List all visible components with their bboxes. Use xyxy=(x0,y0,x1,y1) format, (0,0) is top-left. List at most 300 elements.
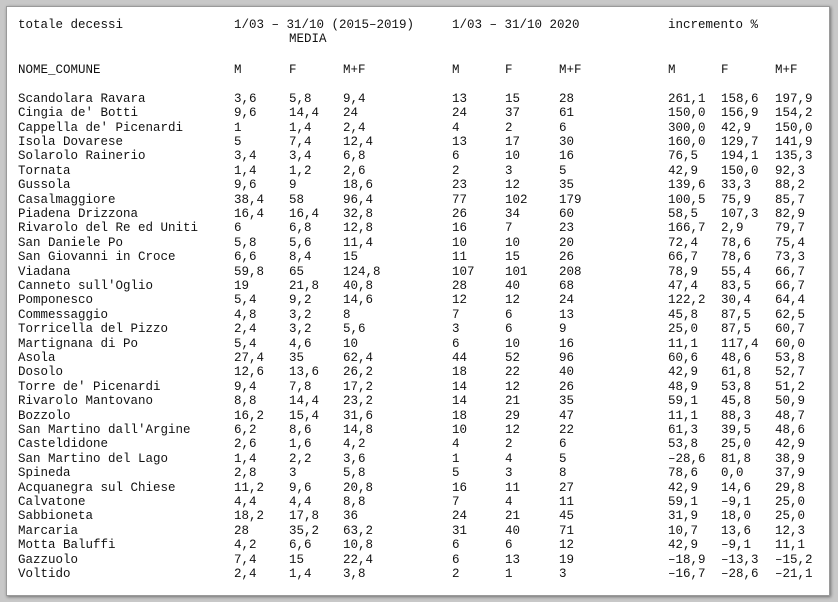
value-cell: 28 xyxy=(452,279,468,293)
value-cell: 48,9 xyxy=(668,379,699,394)
value-cell: 5 xyxy=(234,135,242,149)
value-cell: 11,1 xyxy=(668,336,699,351)
value-cell: 42,9 xyxy=(668,365,699,380)
value-cell: 16 xyxy=(452,480,468,495)
value-cell: 8,4 xyxy=(289,250,312,265)
value-cell: 16,2 xyxy=(234,408,265,423)
value-cell: 17,8 xyxy=(289,509,320,524)
value-cell: 68 xyxy=(559,279,575,293)
comune-name-cell: Piadena Drizzona xyxy=(18,207,139,221)
value-cell: 88,3 xyxy=(721,408,752,423)
value-cell: 30,4 xyxy=(721,293,752,308)
value-cell: 12 xyxy=(505,423,521,437)
value-cell: 4,4 xyxy=(289,495,312,509)
value-cell: 0,0 xyxy=(721,466,744,481)
value-cell: 6 xyxy=(505,538,513,553)
value-cell: 22 xyxy=(559,423,575,437)
value-cell: 18,0 xyxy=(721,509,752,524)
value-cell: 52,7 xyxy=(775,365,806,380)
value-cell: 117,4 xyxy=(721,336,759,351)
value-cell: 139,6 xyxy=(668,178,706,193)
value-cell: 5 xyxy=(452,466,460,481)
value-cell: 6 xyxy=(452,538,460,553)
comune-name-cell: Torricella del Pizzo xyxy=(18,322,169,337)
comune-name-cell: San Martino del Lago xyxy=(18,451,169,466)
value-cell: 261,1 xyxy=(668,91,706,106)
value-cell: 208 xyxy=(559,264,582,279)
value-cell: 1,4 xyxy=(289,567,312,581)
value-cell: 5 xyxy=(559,451,567,466)
value-cell: 47,4 xyxy=(668,279,699,293)
value-cell: 6,6 xyxy=(289,538,312,553)
value-cell: 7,4 xyxy=(234,552,257,567)
value-cell: 14,4 xyxy=(289,394,320,409)
value-cell: 2 xyxy=(505,120,513,135)
comune-name-cell: Gazzuolo xyxy=(18,552,79,567)
value-cell: 11 xyxy=(505,480,521,495)
value-cell: 4,8 xyxy=(234,307,257,322)
comune-name-cell: Commessaggio xyxy=(18,307,109,322)
value-cell: 135,3 xyxy=(775,149,813,164)
value-cell: 10 xyxy=(343,336,359,351)
value-cell: 58 xyxy=(289,192,305,207)
value-cell: 21,8 xyxy=(289,279,320,293)
value-cell: 9,4 xyxy=(234,379,257,394)
value-cell: 25,0 xyxy=(668,322,699,337)
column-header: M+F xyxy=(559,62,582,77)
value-cell: 59,8 xyxy=(234,264,265,279)
value-cell: 14 xyxy=(452,379,468,394)
value-cell: 26 xyxy=(559,250,575,265)
value-cell: 75,9 xyxy=(721,192,752,207)
value-cell: 78,6 xyxy=(668,466,699,481)
value-cell: 3 xyxy=(452,322,460,337)
comune-name-cell: Martignana di Po xyxy=(18,336,139,351)
value-cell: 53,8 xyxy=(668,437,699,452)
value-cell: 300,0 xyxy=(668,120,706,135)
value-cell: 1 xyxy=(505,567,513,581)
value-cell: 3 xyxy=(289,466,297,481)
value-cell: 3 xyxy=(505,466,513,481)
value-cell: 16,4 xyxy=(289,207,320,221)
value-cell: 38,4 xyxy=(234,192,265,207)
value-cell: 9,6 xyxy=(289,480,312,495)
value-cell: 13,6 xyxy=(721,523,752,538)
column-header: F xyxy=(505,62,513,77)
value-cell: 9,6 xyxy=(234,106,257,121)
value-cell: 1,6 xyxy=(289,437,312,452)
value-cell: 8 xyxy=(559,466,567,481)
value-cell: 20,8 xyxy=(343,480,374,495)
value-cell: 2,6 xyxy=(234,437,257,452)
value-cell: 28 xyxy=(559,91,575,106)
comune-name-cell: Casteldidone xyxy=(18,437,109,452)
value-cell: 40 xyxy=(505,523,521,538)
value-cell: 23,2 xyxy=(343,394,374,409)
value-cell: 61 xyxy=(559,106,575,121)
value-cell: 83,5 xyxy=(721,279,752,293)
value-cell: 76,5 xyxy=(668,149,699,164)
value-cell: 9 xyxy=(289,178,297,193)
value-cell: 35 xyxy=(289,351,305,365)
value-cell: 3 xyxy=(505,163,513,178)
value-cell: 15 xyxy=(343,250,359,265)
value-cell: 6,8 xyxy=(289,221,312,236)
comune-name-cell: Rivarolo del Re ed Uniti xyxy=(18,221,199,236)
value-cell: 3,6 xyxy=(343,451,366,466)
value-cell: 47 xyxy=(559,408,575,423)
value-cell: –18,9 xyxy=(668,552,706,567)
value-cell: 9 xyxy=(559,322,567,337)
value-cell: 17 xyxy=(505,135,521,149)
value-cell: 14,4 xyxy=(289,106,320,121)
value-cell: 48,6 xyxy=(721,351,752,365)
value-cell: 18 xyxy=(452,408,468,423)
value-cell: 124,8 xyxy=(343,264,381,279)
comune-name-cell: Solarolo Rainerio xyxy=(18,149,146,164)
column-header: NOME_COMUNE xyxy=(18,62,101,77)
value-cell: 5,8 xyxy=(289,91,312,106)
value-cell: 4 xyxy=(452,437,460,452)
value-cell: 11,2 xyxy=(234,480,265,495)
comune-name-cell: Isola Dovarese xyxy=(18,135,124,149)
value-cell: 10,7 xyxy=(668,523,699,538)
value-cell: 16 xyxy=(559,336,575,351)
value-cell: 61,8 xyxy=(721,365,752,380)
value-cell: 25,0 xyxy=(721,437,752,452)
value-cell: 60,7 xyxy=(775,322,806,337)
value-cell: 6 xyxy=(234,221,242,236)
value-cell: 166,7 xyxy=(668,221,706,236)
value-cell: 10,8 xyxy=(343,538,374,553)
value-cell: 6 xyxy=(505,322,513,337)
value-cell: 4 xyxy=(452,120,460,135)
value-cell: 14 xyxy=(452,394,468,409)
value-cell: 61,3 xyxy=(668,423,699,437)
value-cell: 16 xyxy=(452,221,468,236)
value-cell: 37,9 xyxy=(775,466,806,481)
value-cell: 3,4 xyxy=(234,149,257,164)
value-cell: 18,2 xyxy=(234,509,265,524)
value-cell: 122,2 xyxy=(668,293,706,308)
value-cell: 6,2 xyxy=(234,423,257,437)
value-cell: 102 xyxy=(505,192,528,207)
value-cell: 10 xyxy=(452,423,468,437)
value-cell: 29 xyxy=(505,408,521,423)
value-cell: 53,8 xyxy=(721,379,752,394)
comune-name-cell: Cappella de' Picenardi xyxy=(18,120,184,135)
value-cell: –16,7 xyxy=(668,567,706,581)
value-cell: 24 xyxy=(452,509,468,524)
value-cell: 78,9 xyxy=(668,264,699,279)
column-header: M xyxy=(668,62,676,77)
comune-name-cell: Casalmaggiore xyxy=(18,192,116,207)
value-cell: 6,8 xyxy=(343,149,366,164)
value-cell: 42,9 xyxy=(721,120,752,135)
value-cell: 12 xyxy=(452,293,468,308)
value-cell: 12,6 xyxy=(234,365,265,380)
value-cell: 62,4 xyxy=(343,351,374,365)
value-cell: 156,9 xyxy=(721,106,759,121)
value-cell: 58,5 xyxy=(668,207,699,221)
value-cell: 2 xyxy=(452,163,460,178)
value-cell: 107,3 xyxy=(721,207,759,221)
comune-name-cell: Calvatone xyxy=(18,495,86,509)
value-cell: 24 xyxy=(343,106,359,121)
value-cell: 81,8 xyxy=(721,451,752,466)
comune-name-cell: Bozzolo xyxy=(18,408,71,423)
comune-name-cell: Canneto sull'Oglio xyxy=(18,279,154,293)
value-cell: 31 xyxy=(452,523,468,538)
value-cell: 14,6 xyxy=(721,480,752,495)
value-cell: 2,2 xyxy=(289,451,312,466)
value-cell: 3 xyxy=(559,567,567,581)
value-cell: 12,3 xyxy=(775,523,806,538)
value-cell: 1,4 xyxy=(289,120,312,135)
value-cell: 7,4 xyxy=(289,135,312,149)
value-cell: 38,9 xyxy=(775,451,806,466)
value-cell: 6 xyxy=(452,149,460,164)
value-cell: 71 xyxy=(559,523,575,538)
value-cell: 52 xyxy=(505,351,521,365)
value-cell: 11,1 xyxy=(775,538,806,553)
value-cell: 13 xyxy=(505,552,521,567)
comune-name-cell: Rivarolo Mantovano xyxy=(18,394,154,409)
value-cell: –28,6 xyxy=(668,451,706,466)
value-cell: 3,4 xyxy=(289,149,312,164)
value-cell: 30 xyxy=(559,135,575,149)
value-cell: 78,6 xyxy=(721,235,752,250)
value-cell: 7 xyxy=(505,221,513,236)
value-cell: 1,4 xyxy=(234,451,257,466)
value-cell: 150,0 xyxy=(668,106,706,121)
value-cell: 45,8 xyxy=(668,307,699,322)
value-cell: 11,1 xyxy=(668,408,699,423)
value-cell: 2,6 xyxy=(343,163,366,178)
value-cell: –21,1 xyxy=(775,567,813,581)
value-cell: 22,4 xyxy=(343,552,374,567)
value-cell: 1 xyxy=(234,120,242,135)
value-cell: 14,6 xyxy=(343,293,374,308)
comune-name-cell: Scandolara Ravara xyxy=(18,91,146,106)
value-cell: 7 xyxy=(452,495,460,509)
value-cell: 65 xyxy=(289,264,305,279)
value-cell: 42,9 xyxy=(775,437,806,452)
value-cell: 10 xyxy=(505,235,521,250)
value-cell: 37 xyxy=(505,106,521,121)
table-title: totale decessi xyxy=(18,18,124,32)
comune-name-cell: Dosolo xyxy=(18,365,64,380)
value-cell: 4 xyxy=(505,451,513,466)
value-cell: 31,6 xyxy=(343,408,374,423)
value-cell: 12 xyxy=(505,293,521,308)
value-cell: 4,6 xyxy=(289,336,312,351)
value-cell: 3,2 xyxy=(289,307,312,322)
value-cell: 31,9 xyxy=(668,509,699,524)
value-cell: 3,2 xyxy=(289,322,312,337)
value-cell: 45 xyxy=(559,509,575,524)
value-cell: 75,4 xyxy=(775,235,806,250)
value-cell: 154,2 xyxy=(775,106,813,121)
value-cell: 2,4 xyxy=(234,567,257,581)
comune-name-cell: Sabbioneta xyxy=(18,509,94,524)
value-cell: 107 xyxy=(452,264,475,279)
column-header: M+F xyxy=(343,62,366,77)
value-cell: 4 xyxy=(505,495,513,509)
value-cell: 6 xyxy=(452,552,460,567)
value-cell: 6 xyxy=(559,437,567,452)
value-cell: 42,9 xyxy=(668,480,699,495)
comune-name-cell: Spineda xyxy=(18,466,71,481)
value-cell: 4,4 xyxy=(234,495,257,509)
value-cell: 66,7 xyxy=(775,264,806,279)
value-cell: 79,7 xyxy=(775,221,806,236)
value-cell: 33,3 xyxy=(721,178,752,193)
value-cell: 12 xyxy=(559,538,575,553)
value-cell: 9,4 xyxy=(343,91,366,106)
value-cell: 5,6 xyxy=(343,322,366,337)
column-header: M xyxy=(234,62,242,77)
value-cell: 6 xyxy=(505,307,513,322)
value-cell: 77 xyxy=(452,192,468,207)
value-cell: 25,0 xyxy=(775,509,806,524)
value-cell: 1 xyxy=(452,451,460,466)
value-cell: 197,9 xyxy=(775,91,813,106)
value-cell: 160,0 xyxy=(668,135,706,149)
comune-name-cell: Asola xyxy=(18,351,56,365)
column-header: M xyxy=(452,62,460,77)
comune-name-cell: Voltido xyxy=(18,567,71,581)
value-cell: 7,8 xyxy=(289,379,312,394)
value-cell: 11,4 xyxy=(343,235,374,250)
value-cell: –28,6 xyxy=(721,567,759,581)
value-cell: 18,6 xyxy=(343,178,374,193)
value-cell: 60,6 xyxy=(668,351,699,365)
value-cell: 25,0 xyxy=(775,495,806,509)
value-cell: 55,4 xyxy=(721,264,752,279)
comune-name-cell: Pomponesco xyxy=(18,293,94,308)
period-2020-header: 1/03 – 31/10 2020 xyxy=(452,18,580,32)
value-cell: 21 xyxy=(505,394,521,409)
value-cell: 26 xyxy=(452,207,468,221)
value-cell: 24 xyxy=(559,293,575,308)
value-cell: 5,6 xyxy=(289,235,312,250)
value-cell: 42,9 xyxy=(668,163,699,178)
value-cell: 78,6 xyxy=(721,250,752,265)
value-cell: 44 xyxy=(452,351,468,365)
value-cell: 6 xyxy=(559,120,567,135)
value-cell: 4,2 xyxy=(234,538,257,553)
value-cell: 35 xyxy=(559,394,575,409)
value-cell: 19 xyxy=(234,279,250,293)
value-cell: 3,6 xyxy=(234,91,257,106)
value-cell: 3,8 xyxy=(343,567,366,581)
comune-name-cell: Tornata xyxy=(18,163,71,178)
period-average-subheader: MEDIA xyxy=(289,32,327,47)
value-cell: 66,7 xyxy=(668,250,699,265)
value-cell: 15 xyxy=(505,250,521,265)
value-cell: 23 xyxy=(452,178,468,193)
value-cell: 100,5 xyxy=(668,192,706,207)
value-cell: 12 xyxy=(505,178,521,193)
value-cell: 101 xyxy=(505,264,528,279)
value-cell: 2,4 xyxy=(234,322,257,337)
value-cell: 22 xyxy=(505,365,521,380)
value-cell: 11 xyxy=(452,250,468,265)
value-cell: 13 xyxy=(452,135,468,149)
value-cell: 10 xyxy=(505,149,521,164)
value-cell: 39,5 xyxy=(721,423,752,437)
value-cell: 73,3 xyxy=(775,250,806,265)
value-cell: 35 xyxy=(559,178,575,193)
value-cell: 9,2 xyxy=(289,293,312,308)
value-cell: 16 xyxy=(559,149,575,164)
value-cell: 51,2 xyxy=(775,379,806,394)
value-cell: 12 xyxy=(505,379,521,394)
comune-name-cell: Motta Baluffi xyxy=(18,538,116,553)
comune-name-cell: Marcaria xyxy=(18,523,79,538)
value-cell: 8,8 xyxy=(343,495,366,509)
mortality-table-sheet xyxy=(6,6,830,596)
value-cell: 12,8 xyxy=(343,221,374,236)
value-cell: 150,0 xyxy=(775,120,813,135)
value-cell: 60 xyxy=(559,207,575,221)
value-cell: 19 xyxy=(559,552,575,567)
value-cell: 12,4 xyxy=(343,135,374,149)
value-cell: 2,4 xyxy=(343,120,366,135)
value-cell: 5,4 xyxy=(234,293,257,308)
value-cell: 40 xyxy=(559,365,575,380)
value-cell: 5,8 xyxy=(234,235,257,250)
value-cell: 48,7 xyxy=(775,408,806,423)
value-cell: 2 xyxy=(505,437,513,452)
column-header: M+F xyxy=(775,62,798,77)
value-cell: 48,6 xyxy=(775,423,806,437)
value-cell: 85,7 xyxy=(775,192,806,207)
value-cell: 28 xyxy=(234,523,250,538)
comune-name-cell: Torre de' Picenardi xyxy=(18,379,161,394)
value-cell: 87,5 xyxy=(721,322,752,337)
value-cell: 42,9 xyxy=(668,538,699,553)
value-cell: 1,2 xyxy=(289,163,312,178)
column-header: F xyxy=(721,62,729,77)
value-cell: 13 xyxy=(452,91,468,106)
value-cell: 40,8 xyxy=(343,279,374,293)
comune-name-cell: San Daniele Po xyxy=(18,235,124,250)
value-cell: 15,4 xyxy=(289,408,320,423)
value-cell: 10 xyxy=(452,235,468,250)
value-cell: 129,7 xyxy=(721,135,759,149)
value-cell: 150,0 xyxy=(721,163,759,178)
value-cell: 96 xyxy=(559,351,575,365)
value-cell: 5 xyxy=(559,163,567,178)
value-cell: 34 xyxy=(505,207,521,221)
comune-name-cell: San Giovanni in Croce xyxy=(18,250,176,265)
value-cell: 36 xyxy=(343,509,359,524)
value-cell: 2 xyxy=(452,567,460,581)
value-cell: 5,4 xyxy=(234,336,257,351)
comune-name-cell: Cingia de' Botti xyxy=(18,106,139,121)
value-cell: 72,4 xyxy=(668,235,699,250)
value-cell: 13 xyxy=(559,307,575,322)
value-cell: 8,6 xyxy=(289,423,312,437)
value-cell: –13,3 xyxy=(721,552,759,567)
period-average-header: 1/03 – 31/10 (2015–2019) xyxy=(234,18,415,32)
value-cell: 40 xyxy=(505,279,521,293)
value-cell: 63,2 xyxy=(343,523,374,538)
value-cell: 9,6 xyxy=(234,178,257,193)
value-cell: 11 xyxy=(559,495,575,509)
